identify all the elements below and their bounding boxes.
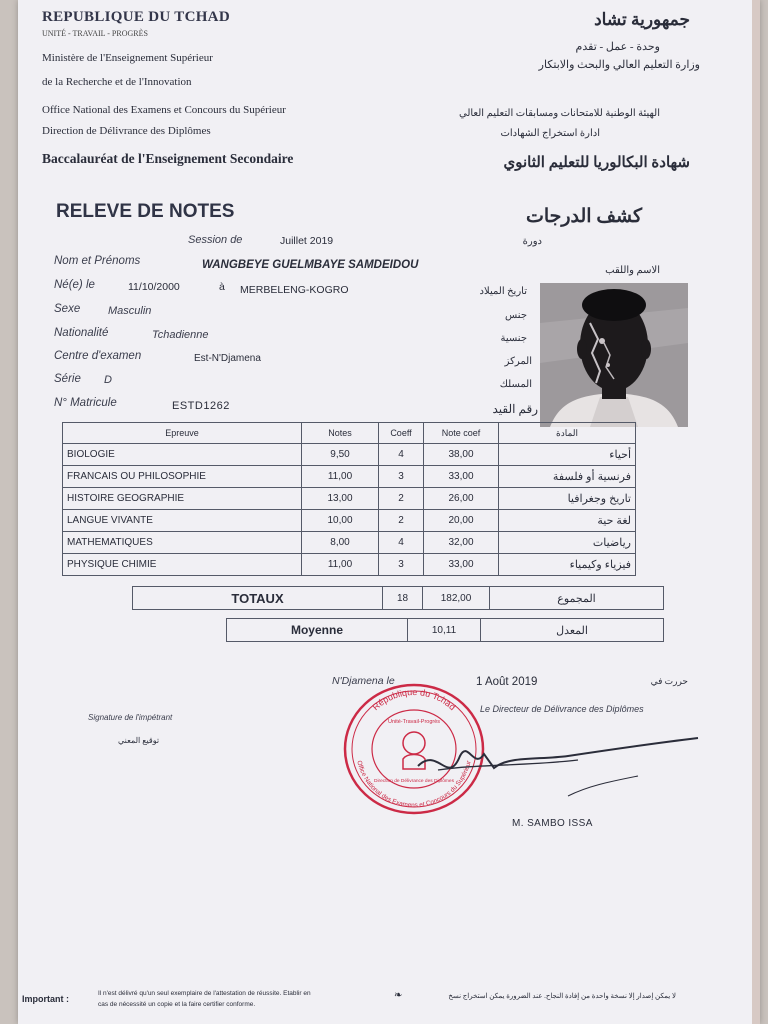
cell-arabic: لغة حية <box>499 510 636 532</box>
cell-arabic: فرنسية أو فلسفة <box>499 466 636 488</box>
republic-title-ar: جمهورية تشاد <box>594 10 690 29</box>
cell-note-coef: 26,00 <box>424 488 499 510</box>
stamp-ring-text: Office National des Examens et Concours du Supérieur <box>355 759 473 810</box>
divider-glyph: ❧ <box>394 990 403 1001</box>
cell-note-coef: 32,00 <box>424 532 499 554</box>
director-signature <box>398 726 708 816</box>
name-ar: الاسم واللقب <box>605 265 660 276</box>
session-value: Juillet 2019 <box>280 235 334 247</box>
nationality-value: Tchadienne <box>152 329 209 341</box>
ministry-line-2: de la Recherche et de l'Innovation <box>42 76 192 88</box>
transcript-page <box>18 0 760 1024</box>
col-header-epreuve: Epreuve <box>63 423 302 444</box>
portrait-image <box>540 283 688 427</box>
average-arabic: المعدل <box>556 624 588 637</box>
motto: UNITÉ - TRAVAIL - PROGRÈS <box>42 29 148 38</box>
important-text-2: cas de nécessité un copie et la faire certifier conforme. <box>98 1001 256 1008</box>
cell-epreuve: HISTOIRE GEOGRAPHIE <box>63 488 302 510</box>
col-header-arabic: المادة <box>499 423 636 444</box>
sex-label: Sexe <box>54 303 81 315</box>
cell-coeff: 2 <box>379 488 424 510</box>
birth-ar: تاريخ الميلاد <box>479 286 527 297</box>
direction-ar: ادارة استخراج الشهادات <box>500 128 600 139</box>
serie-label: Série <box>54 373 81 385</box>
table-row <box>63 466 636 488</box>
name-label: Nom et Prénoms <box>54 255 141 267</box>
table-row <box>63 444 636 466</box>
student-photo <box>540 283 688 427</box>
totals-label: TOTAUX <box>133 587 383 609</box>
stamp-motto: Unité-Travail-Progrès <box>387 719 441 725</box>
sex-value: Masculin <box>108 305 152 317</box>
table-row <box>63 488 636 510</box>
table-row <box>63 532 636 554</box>
nationality-label: Nationalité <box>54 327 109 339</box>
name-value: WANGBEYE GUELMBAYE SAMDEIDOU <box>202 259 419 271</box>
average-value: 10,11 <box>408 619 481 641</box>
page-title-ar: كشف الدرجات <box>525 206 642 227</box>
grades-table <box>62 422 636 576</box>
paper-edge <box>752 0 760 1024</box>
cell-coeff: 2 <box>379 510 424 532</box>
table-row <box>63 554 636 576</box>
office-ar: الهيئة الوطنية للامتحانات ومسابقات التعليم العالي <box>459 108 660 119</box>
office-name: Office National des Examens et Concours du Supérieur <box>42 104 286 116</box>
totals-coeff: 18 <box>383 587 423 609</box>
stamp-top-text: République du Tchad <box>370 686 458 713</box>
issue-place: N'Djamena le <box>332 675 395 687</box>
sex-ar: جنس <box>505 310 527 321</box>
totals-arabic: المجموع <box>557 592 596 605</box>
important-text-ar: لا يمكن إصدار إلا نسخة واحدة من إفادة النجاح. عند الضرورة يمكن استخراج نسخ <box>448 992 676 1000</box>
issue-date: 1 Août 2019 <box>476 676 538 688</box>
exam-ar: شهادة البكالوريا للتعليم الثانوي <box>503 155 690 171</box>
stamp-inner-text: Direction de Délivrance des Diplômes <box>374 779 454 784</box>
center-ar: المركز <box>504 356 532 367</box>
issue-place-ar: حررت في <box>650 676 688 686</box>
totals-row <box>132 586 664 610</box>
cell-notes: 13,00 <box>302 488 379 510</box>
ministry-line-1: Ministère de l'Enseignement Supérieur <box>42 52 213 64</box>
matricule-value: ESTD1262 <box>172 400 230 412</box>
average-row <box>226 618 664 642</box>
cell-note-coef: 20,00 <box>424 510 499 532</box>
table-row <box>63 510 636 532</box>
center-label: Centre d'examen <box>54 350 142 362</box>
cell-arabic: أحياء <box>499 444 636 466</box>
cell-notes: 9,50 <box>302 444 379 466</box>
cell-arabic: فيزياء وكيمياء <box>499 554 636 576</box>
average-label: Moyenne <box>227 619 408 641</box>
cell-epreuve: FRANCAIS OU PHILOSOPHIE <box>63 466 302 488</box>
birth-date: 11/10/2000 <box>128 281 180 293</box>
cell-note-coef: 38,00 <box>424 444 499 466</box>
cell-note-coef: 33,00 <box>424 466 499 488</box>
signature-label-ar: توقيع المعني <box>118 736 160 745</box>
session-label: Session de <box>188 234 243 246</box>
cell-coeff: 4 <box>379 532 424 554</box>
center-value: Est-N'Djamena <box>194 353 261 364</box>
table-header-row <box>63 423 636 444</box>
matricule-ar: رقم القيد <box>492 402 538 416</box>
serie-ar: المسلك <box>499 379 532 390</box>
serie-value: D <box>104 374 112 386</box>
cell-arabic: تاريخ وجغرافيا <box>499 488 636 510</box>
page-title: RELEVE DE NOTES <box>56 201 235 222</box>
cell-epreuve: LANGUE VIVANTE <box>63 510 302 532</box>
birth-place: MERBELENG-KOGRO <box>240 284 349 296</box>
cell-epreuve: MATHEMATIQUES <box>63 532 302 554</box>
cell-notes: 8,00 <box>302 532 379 554</box>
republic-title: REPUBLIQUE DU TCHAD <box>42 9 230 25</box>
totals-note-coef: 182,00 <box>423 587 490 609</box>
cell-coeff: 4 <box>379 444 424 466</box>
nationality-ar: جنسية <box>500 333 527 344</box>
cell-arabic: رياضيات <box>499 532 636 554</box>
important-text-1: Il n'est délivré qu'un seul exemplaire de l'attestation de réussite. Etablir en <box>98 990 311 997</box>
important-label: Important : <box>22 994 69 1004</box>
session-ar: دورة <box>522 236 542 247</box>
birth-label: Né(e) le <box>54 279 95 291</box>
cell-notes: 10,00 <box>302 510 379 532</box>
director-title: Le Directeur de Délivrance des Diplômes <box>480 704 644 714</box>
director-name: M. SAMBO ISSA <box>512 818 593 829</box>
matricule-label: N° Matricule <box>54 397 117 409</box>
cell-note-coef: 33,00 <box>424 554 499 576</box>
cell-coeff: 3 <box>379 466 424 488</box>
birth-at: à <box>219 281 225 293</box>
cell-epreuve: PHYSIQUE CHIMIE <box>63 554 302 576</box>
cell-notes: 11,00 <box>302 554 379 576</box>
col-header-note-coef: Note coef <box>424 423 499 444</box>
ministry-ar: وزارة التعليم العالي والبحث والابتكار <box>538 59 700 71</box>
cell-epreuve: BIOLOGIE <box>63 444 302 466</box>
cell-notes: 11,00 <box>302 466 379 488</box>
col-header-coeff: Coeff <box>379 423 424 444</box>
cell-coeff: 3 <box>379 554 424 576</box>
signature-label: Signature de l'impétrant <box>88 713 173 722</box>
col-header-notes: Notes <box>302 423 379 444</box>
motto-ar: وحدة - عمل - تقدم <box>575 41 660 53</box>
direction-name: Direction de Délivrance des Diplômes <box>42 125 211 137</box>
exam-name: Baccalauréat de l'Enseignement Secondaire <box>42 151 294 166</box>
